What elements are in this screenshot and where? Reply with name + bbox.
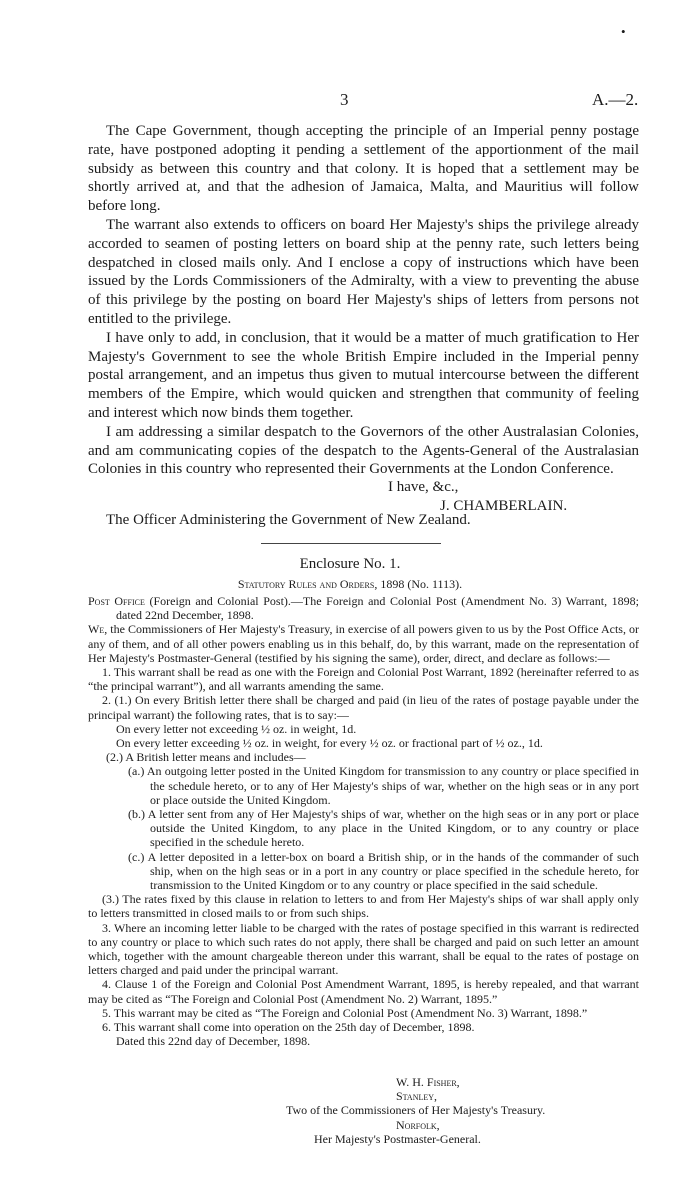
enclosure-body bbox=[88, 594, 639, 1049]
signer-name: W. H. Fisher, bbox=[396, 1075, 460, 1089]
clause-2-2: (2.) A British letter means and includes— bbox=[106, 750, 306, 765]
page-reference: A.—2. bbox=[592, 90, 639, 109]
signature: J. CHAMBERLAIN. bbox=[440, 497, 568, 514]
letter-body bbox=[88, 122, 639, 479]
heading-text: (Foreign and Colonial Post).—The Foreign and Colonial Post (Amendment No. 3) Warrant, 1898; dated 22nd December, 1898. bbox=[116, 594, 640, 623]
signer-role: Her Majesty's Postmaster-General. bbox=[314, 1131, 481, 1146]
rate-line: On every letter exceeding ½ oz. in weight, for every ½ oz. or fractional part of ½ oz., 1d. bbox=[116, 736, 543, 751]
clause-2-3: (3.) The rates fixed by this clause in relation to letters to and from Her Majesty's ships of war shall apply only to letters transmitted in closed mails to or from such ships. bbox=[88, 892, 639, 921]
signer-name: Stanley, bbox=[396, 1089, 438, 1104]
letter-paragraph: The warrant also extends to officers on board Her Majesty's ships the privilege already accorded to seamen of posting letters on board ship at the penny rate, such letters being despatched in closed mails only. And I enclose a copy of instructions which have been issued by the Lords Commissioners of the Admiralty, with a view to preventing the abuse of this privilege by the posting on board Her Majesty's ships of letters from persons not entitled to the privilege. bbox=[88, 216, 639, 327]
signer-name: Norfolk, bbox=[396, 1117, 440, 1132]
statutory-reference bbox=[0, 577, 700, 592]
clause-5: 5. This warrant may be cited as “The Foreign and Colonial Post (Amendment No. 3) Warrant, 1898.” bbox=[102, 1005, 588, 1020]
sro-label: Statutory Rules and Orders bbox=[237, 577, 375, 591]
sro-detail: , 1898 (No. 1113). bbox=[374, 577, 463, 591]
clause-1: 1. This warrant shall be read as one with the Foreign and Colonial Post Warrant, 1892 (hereinafter referred to as “the principal warrant”), and all warrants amending the same. bbox=[88, 665, 639, 694]
preamble-we: We bbox=[88, 622, 105, 637]
letter-paragraph: The Cape Government, though accepting the principle of an Imperial penny postage rate, have postponed adopting it pending a settlement of the apportionment of the mail subsidy as between this country and that colony. It is hoped that a settlement may be shortly arrived at, and that the adhesion of Jamaica, Malta, and Mauritius will follow before long. bbox=[88, 123, 639, 215]
clause-4: 4. Clause 1 of the Foreign and Colonial Post Amendment Warrant, 1895, is hereby repealed, and that warrant may be cited as “The Foreign and Colonial Post (Amendment No. 2) Warrant, 1895.” bbox=[88, 977, 639, 1006]
page-number: 3 bbox=[340, 90, 349, 109]
letter-closing bbox=[388, 478, 567, 516]
signer-role: Two of the Commissioners of Her Majesty's Treasury. bbox=[286, 1103, 546, 1118]
clause-2-1: 2. (1.) On every British letter there shall be charged and paid (in lieu of the rates of postage payable under the principal warrant) the following rates, that is to say:— bbox=[88, 693, 639, 722]
closing-phrase: I have, &c., bbox=[388, 479, 459, 495]
letter-paragraph: I am addressing a similar despatch to the Governors of the other Australasian Colonies, and am communicating copies of the despatch to the Agents-General of the Australasian Colonies in this country who represented their Governments at the London Conference. bbox=[88, 423, 639, 478]
page-header bbox=[0, 90, 700, 112]
corner-mark: • bbox=[621, 24, 626, 39]
section-divider bbox=[261, 543, 441, 544]
heading-label: Post Office bbox=[88, 594, 145, 608]
enclosure-title: Enclosure No. 1. bbox=[299, 556, 401, 572]
signatories bbox=[278, 1075, 638, 1146]
rate-line: On every letter not exceeding ½ oz. in weight, 1d. bbox=[116, 721, 357, 736]
preamble-text: , the Commissioners of Her Majesty's Treasury, in exercise of all powers given to us by the Post Office Acts, or any of them, and of all other powers enabling us in this behalf, do, by this warrant, made on the representation of Her Majesty's Postmaster-General (testified by his signing the same), order, direct, and declare as follows:— bbox=[88, 622, 639, 665]
preamble bbox=[88, 622, 639, 665]
clause-item-b: (b.) A letter sent from any of Her Majesty's ships of war, whether on the high seas or in any port or place outside the United Kingdom, to any place in the United Kingdom, or to any country or place specified in the schedule hereto. bbox=[128, 807, 639, 850]
clause-3: 3. Where an incoming letter liable to be charged with the rates of postage specified in this warrant is redirected to any country or place to which such rates do not apply, there shall be charged and paid on such letter an amount which, together with the amount chargeable thereon under this warrant, shall be equal to the rates of postage on letters charged and paid under the principal warrant. bbox=[88, 920, 639, 978]
dated-line: Dated this 22nd day of December, 1898. bbox=[116, 1034, 311, 1049]
addressee: The Officer Administering the Government of New Zealand. bbox=[106, 512, 471, 528]
clause-6: 6. This warrant shall come into operation on the 25th day of December, 1898. bbox=[102, 1020, 475, 1035]
clause-item-c: (c.) A letter deposited in a letter-box on board a British ship, or in the hands of the commander of such ship, when on the high seas or in a port in any country or place specified in the schedule hereto, for transmission to the United Kingdom or to any country or place specified in the said schedule. bbox=[128, 849, 639, 893]
clause-item-a: (a.) An outgoing letter posted in the United Kingdom for transmission to any country or place specified in the schedule hereto, or to any of Her Majesty's ships of war, whether on the high seas or in any port or place outside the United Kingdom. bbox=[128, 764, 639, 807]
warrant-heading bbox=[88, 594, 639, 622]
letter-paragraph: I have only to add, in conclusion, that it would be a matter of much gratification to Her Majesty's Government to see the whole British Empire included in the Imperial penny postal arrangement, and an impetus thus given to mutual intercourse between the different members of the Empire, which would quicken and strengthen that community of feeling and interest which now binds them together. bbox=[88, 329, 639, 421]
